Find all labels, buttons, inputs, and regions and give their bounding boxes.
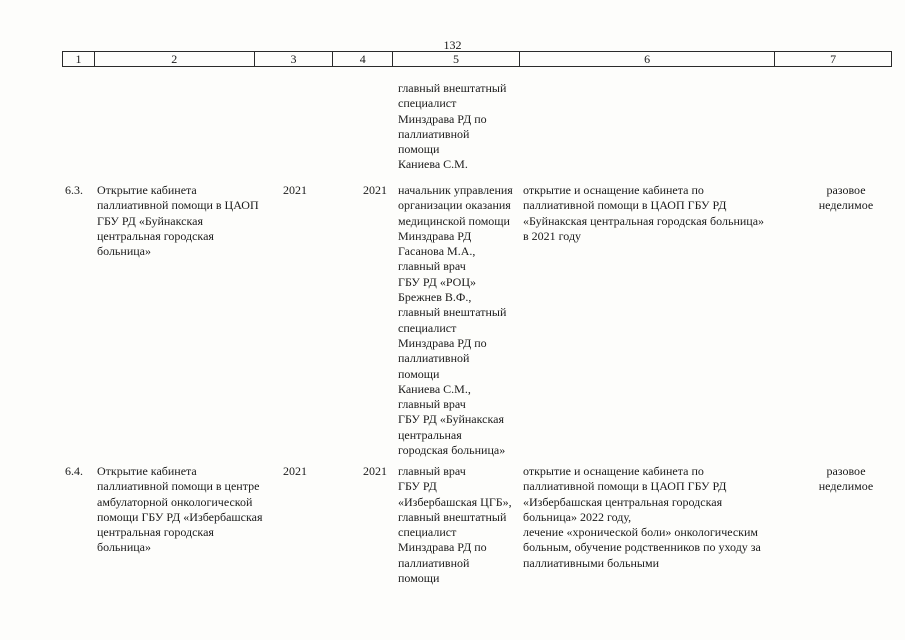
row-number: 6.4. [65, 464, 83, 478]
row-type: разовое неделимое [818, 183, 874, 213]
row-responsible: главный врач ГБУ РД «Избербашская ЦГБ», главный внештатный специалист Минздрава РД по паллиативной помощи [398, 464, 512, 586]
row-result: открытие и оснащение кабинета по паллиативной помощи в ЦАОП ГБУ РД «Буйнакская центральная городская больница» в 2021 году [523, 183, 765, 243]
row-title: Открытие кабинета паллиативной помощи в ЦАОП ГБУ РД «Буйнакская центральная городская больница» [97, 183, 259, 259]
row-end-year: 2021 [363, 464, 387, 478]
header-col-7: 7 [830, 52, 837, 66]
row-type: разовое неделимое [818, 464, 874, 494]
header-col-6: 6 [520, 52, 775, 66]
row-end-year: 2021 [363, 183, 387, 197]
row-start-year: 2021 [283, 183, 307, 197]
header-col-2: 2 [95, 52, 255, 66]
table-header-row [62, 51, 892, 67]
header-col-3: 3 [255, 52, 334, 66]
row-title: Открытие кабинета паллиативной помощи в центре амбулаторной онкологической помощи ГБУ РД «Избербашская центральная городская больница» [97, 464, 263, 555]
row-number: 6.3. [65, 183, 83, 197]
continued-responsible: главный внештатный специалист Минздрава РД по паллиативной помощи Каниева С.М. [398, 81, 507, 172]
row-responsible: начальник управления организации оказания медицинской помощи Минздрава РД Гасанова М.А., главный врач ГБУ РД «РОЦ» Брежнев В.Ф., главный внештатный специалист Минздрава РД по паллиативной помощи Каниева С.М., главный врач ГБУ РД «Буйнакская центральная городская больница» [398, 183, 513, 458]
header-col-5: 5 [393, 52, 520, 66]
row-start-year: 2021 [283, 464, 307, 478]
page-number: 132 [443, 38, 462, 52]
header-col-4: 4 [333, 52, 393, 66]
header-col-1: 1 [63, 52, 95, 66]
row-result: открытие и оснащение кабинета по паллиативной помощи в ЦАОП ГБУ РД «Избербашская центральная городская больница» 2022 году, лечение «хронической боли» онкологическим больным, обучение родственников по уходу за паллиативными больными [523, 464, 761, 570]
